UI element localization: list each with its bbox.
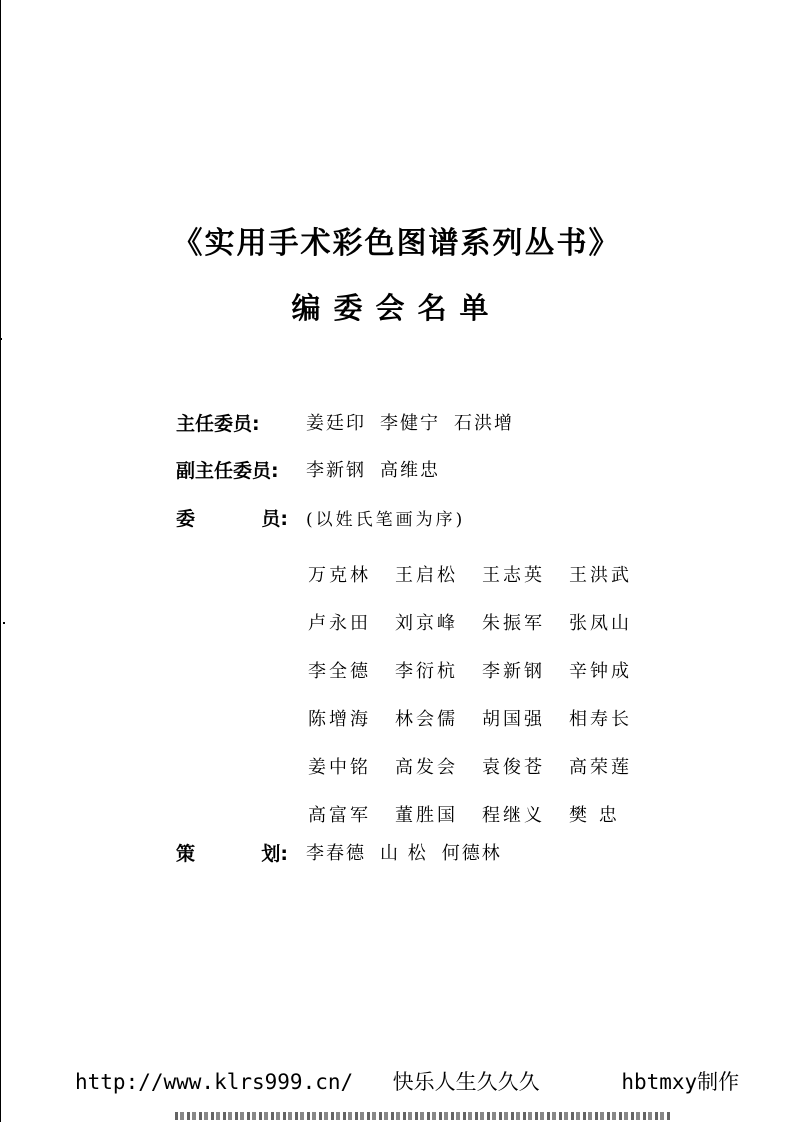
member-name: 高发会: [395, 757, 458, 778]
member-name: 卢永田: [308, 613, 371, 634]
member-name: 王洪武: [569, 565, 632, 586]
planning-name: 李春德: [306, 843, 366, 864]
deputy-label: 副主任委员:: [176, 459, 279, 482]
member-name: 李新钢: [482, 661, 545, 682]
planning-label-char: 划:: [261, 842, 288, 865]
director-names: [306, 409, 514, 435]
deputy-row: [176, 455, 440, 483]
members-list: [308, 550, 656, 838]
series-title: 《实用手术彩色图谱系列丛书》: [172, 226, 621, 261]
member-name: 朱振军: [482, 613, 545, 634]
planning-row: [176, 838, 502, 866]
member-name: 李全德: [308, 661, 371, 682]
member-name: 姜中铭: [308, 757, 371, 778]
footer-watermark: [75, 1066, 755, 1096]
scan-mark: [3, 622, 5, 624]
member-name: 袁俊苍: [482, 757, 545, 778]
member-row: [308, 742, 656, 790]
member-row: [308, 790, 656, 838]
member-name: 董胜国: [395, 805, 458, 826]
member-name: 辛钟成: [569, 661, 632, 682]
director-row: [176, 408, 514, 436]
committee-title: 编委会名单: [291, 291, 502, 325]
director-name: 姜廷印: [306, 413, 366, 434]
planning-names: [306, 839, 502, 865]
members-label-char: 委: [176, 507, 196, 530]
planning-label-char: 策: [176, 842, 196, 865]
member-name: 高荣莲: [569, 757, 632, 778]
member-name: 胡国强: [482, 709, 545, 730]
member-name: 程继义: [482, 805, 545, 826]
footer-slogan: 快乐人生久久久: [392, 1070, 540, 1094]
member-name: 刘京峰: [395, 613, 458, 634]
deputy-names: [306, 456, 440, 482]
director-name: 石洪增: [454, 413, 514, 434]
member-name: 万克林: [308, 565, 371, 586]
member-name: 高富军: [308, 805, 371, 826]
member-name: 李衍杭: [395, 661, 458, 682]
deputy-name: 李新钢: [306, 460, 366, 481]
member-name: 陈增海: [308, 709, 371, 730]
member-row: [308, 550, 656, 598]
deputy-name: 高维忠: [380, 460, 440, 481]
members-label-char: 员:: [261, 507, 288, 530]
members-row: [176, 503, 465, 531]
member-name: 王志英: [482, 565, 545, 586]
director-label: 主任委员:: [176, 412, 260, 435]
scan-mark: [0, 338, 2, 340]
planning-name: 山 松: [380, 843, 428, 864]
member-name: 王启松: [395, 565, 458, 586]
member-row: [308, 646, 656, 694]
planning-label: [176, 839, 306, 866]
director-name: 李健宁: [380, 413, 440, 434]
member-name: 张凤山: [569, 613, 632, 634]
planning-name: 何德林: [441, 843, 502, 864]
member-name: 相寿长: [569, 709, 632, 730]
footer-credit: hbtmxy制作: [621, 1070, 740, 1094]
member-row: [308, 694, 656, 742]
footer-url[interactable]: http://www.klrs999.cn/: [75, 1070, 354, 1094]
members-label: [176, 504, 306, 531]
member-name: 林会儒: [395, 709, 458, 730]
member-row: [308, 598, 656, 646]
members-order-note: (以姓氏笔画为序): [306, 509, 466, 530]
page-left-border: [0, 0, 1, 1122]
member-name: 樊 忠: [569, 805, 620, 826]
scan-noise-strip: [175, 1112, 670, 1120]
